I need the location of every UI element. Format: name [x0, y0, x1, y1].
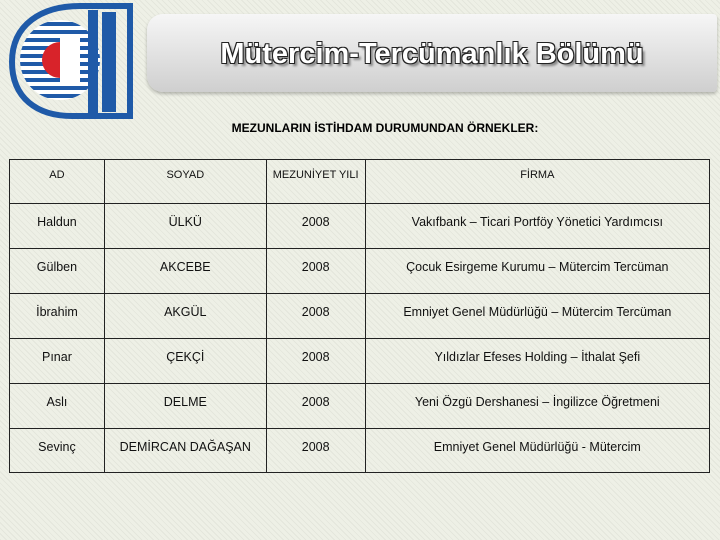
cell-soyad: ÜLKÜ [104, 204, 266, 249]
table-row [10, 204, 710, 249]
table-row [10, 249, 710, 294]
header-soyad: SOYAD [104, 160, 266, 204]
cell-ad: Pınar [10, 339, 105, 384]
cell-yil: 2008 [266, 429, 365, 473]
cell-yil: 2008 [266, 294, 365, 339]
table-row [10, 384, 710, 429]
section-subtitle: MEZUNLARIN İSTİHDAM DURUMUNDAN ÖRNEKLER: [231, 121, 539, 135]
header-firma: FİRMA [365, 160, 709, 204]
cell-soyad: DELME [104, 384, 266, 429]
cell-soyad: AKGÜL [104, 294, 266, 339]
table-row [10, 339, 710, 384]
graduates-table [9, 159, 710, 473]
page-title: Mütercim-Tercümanlık Bölümü [220, 38, 644, 70]
cell-firma: Yeni Özgü Dershanesi – İngilizce Öğretmeni [365, 384, 709, 429]
cell-firma: Vakıfbank – Ticari Portföy Yönetici Yardımcısı [365, 204, 709, 249]
cell-firma: Yıldızlar Efeses Holding – İthalat Şefi [365, 339, 709, 384]
cell-ad: Gülben [10, 249, 105, 294]
cell-ad: Aslı [10, 384, 105, 429]
cell-yil: 2008 [266, 384, 365, 429]
cell-ad: İbrahim [10, 294, 105, 339]
university-logo-icon [2, 2, 134, 120]
table-row [10, 294, 710, 339]
title-banner [147, 14, 717, 92]
table-row [10, 429, 710, 473]
cell-firma: Emniyet Genel Müdürlüğü - Mütercim [365, 429, 709, 473]
header-mezuniyet-yili: MEZUNİYET YILI [266, 160, 365, 204]
cell-firma: Emniyet Genel Müdürlüğü – Mütercim Tercüman [365, 294, 709, 339]
table-header-row [10, 160, 710, 204]
cell-soyad: ÇEKÇİ [104, 339, 266, 384]
cell-yil: 2008 [266, 204, 365, 249]
cell-soyad: DEMİRCAN DAĞAŞAN [104, 429, 266, 473]
cell-soyad: AKCEBE [104, 249, 266, 294]
cell-yil: 2008 [266, 249, 365, 294]
cell-ad: Haldun [10, 204, 105, 249]
cell-yil: 2008 [266, 339, 365, 384]
header-ad: AD [10, 160, 105, 204]
cell-firma: Çocuk Esirgeme Kurumu – Mütercim Tercüman [365, 249, 709, 294]
cell-ad: Sevinç [10, 429, 105, 473]
